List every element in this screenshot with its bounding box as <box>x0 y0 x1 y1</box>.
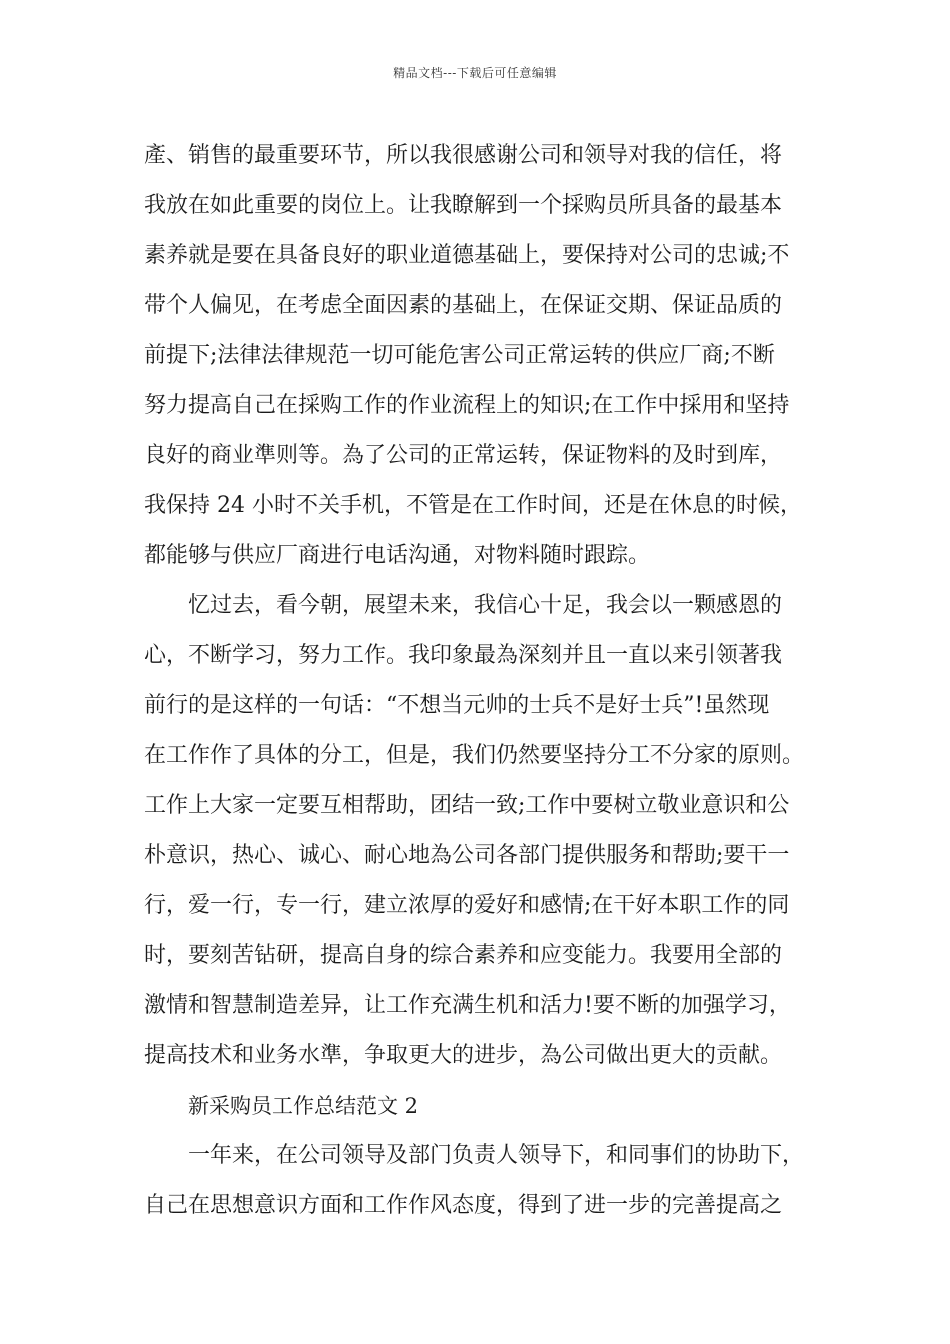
document-body <box>144 131 808 1231</box>
text-line: 忆过去，看今朝，展望未来，我信心十足，我会以一颗感恩的 <box>188 593 783 618</box>
text-line: 行，爱一行，专一行，建立浓厚的爱好和感情;在干好本职工作的同 <box>144 893 790 918</box>
text-line: 心，不断学习，努力工作。我印象最為深刻并且一直以来引领著我 <box>144 643 783 668</box>
text-line: 素养就是要在具备良好的职业道德基础上，要保持对公司的忠诚;不 <box>144 243 790 268</box>
text-line: 我放在如此重要的岗位上。让我瞭解到一个採购员所具备的最基本 <box>144 193 783 218</box>
section-heading: 新采购员工作总结范文 2 <box>188 1094 419 1118</box>
text-line: 激情和智慧制造差异，让工作充满生机和活力!要不断的加强学习， <box>144 993 791 1018</box>
text-line: 我保持 24 小时不关手机，不管是在工作时间，还是在休息的时候， <box>144 493 802 518</box>
text-line: 自己在思想意识方面和工作作风态度，得到了进一步的完善提高之 <box>144 1193 783 1218</box>
text-line: 前提下;法律法律规范一切可能危害公司正常运转的供应厂商;不断 <box>144 343 775 368</box>
text-line: 朴意识，热心、诚心、耐心地為公司各部门提供服务和帮助;要干一 <box>144 843 790 868</box>
page-header: 精品文档---下载后可任意编辑 <box>393 66 557 80</box>
text-line: 时，要刻苦钻研，提高自身的综合素养和应变能力。我要用全部的 <box>144 943 783 968</box>
text-line: 提高技术和业务水準，争取更大的进步，為公司做出更大的贡献。 <box>144 1043 783 1068</box>
text-line: 前行的是这样的一句话：“不想当元帅的士兵不是好士兵”!虽然现 <box>144 693 770 718</box>
text-line: 都能够与供应厂商进行电话沟通，对物料随时跟踪。 <box>144 543 651 568</box>
text-line: 在工作作了具体的分工，但是，我们仍然要坚持分工不分家的原则。 <box>144 743 805 768</box>
text-line: 工作上大家一定要互相帮助，团结一致;工作中要树立敬业意识和公 <box>144 793 790 818</box>
text-line: 一年来，在公司领导及部门负责人领导下，和同事们的协助下， <box>188 1143 805 1168</box>
text-line: 良好的商业準则等。為了公司的正常运转，保证物料的及时到库， <box>144 443 783 468</box>
text-line: 带个人偏见，在考虑全面因素的基础上，在保证交期、保证品质的 <box>144 293 783 318</box>
text-line: 產、销售的最重要环节，所以我很感谢公司和领导对我的信任，将 <box>144 143 783 168</box>
text-line: 努力提高自己在採购工作的作业流程上的知识;在工作中採用和坚持 <box>144 393 790 418</box>
